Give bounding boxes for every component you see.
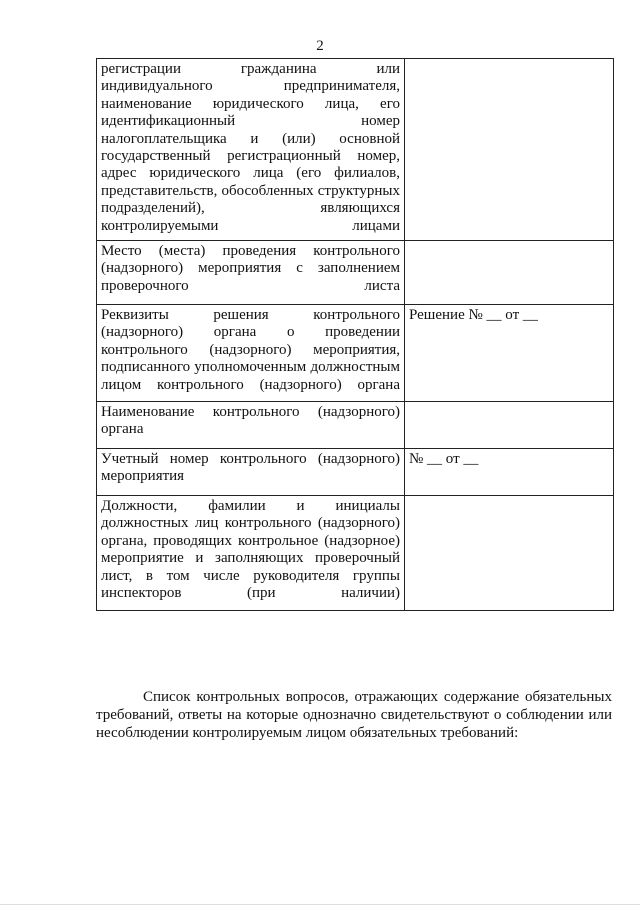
table-row-label: регистрации гражданина или индивидуального предпринимателя, наименование юридического лица, его идентификационный номер налогоплательщика и (или) основной государственный регистрационный номер, адрес юридического лица (его филиалов, представительств, обособленных структурных подразделений), являющихся контролируемыми лицами xyxy=(97,59,405,241)
table-row xyxy=(97,496,614,611)
table-row xyxy=(97,241,614,305)
checklist-details-table xyxy=(96,58,614,611)
table-row-value xyxy=(405,241,614,305)
table-row-label: Должности, фамилии и инициалы должностных лиц контрольного (надзорного) органа, проводящих контрольное (надзорное) мероприятие и заполняющих проверочный лист, в том числе руководителя группы инспекторов (при наличии) xyxy=(97,496,405,611)
table-row xyxy=(97,59,614,241)
table-row-value: № __ от __ xyxy=(405,449,614,496)
table-row-label: Наименование контрольного (надзорного) органа xyxy=(97,402,405,449)
page-number: 2 xyxy=(316,38,324,54)
table-row-value xyxy=(405,59,614,241)
table-row xyxy=(97,402,614,449)
table-row xyxy=(97,449,614,496)
table-row-label: Реквизиты решения контрольного (надзорного) органа о проведении контрольного (надзорного) мероприятия, подписанного уполномоченным должностным лицом контрольного (надзорного) органа xyxy=(97,305,405,402)
table-row-value: Решение № __ от __ xyxy=(405,305,614,402)
checklist-intro-paragraph: Список контрольных вопросов, отражающих содержание обязательных требований, ответы на которые однозначно свидетельствуют о соблюдении или несоблюдении контролируемым лицом обязательных требований: xyxy=(96,689,612,741)
table-row-label: Учетный номер контрольного (надзорного) мероприятия xyxy=(97,449,405,496)
table-row-value xyxy=(405,402,614,449)
table-row-label: Место (места) проведения контрольного (надзорного) мероприятия с заполнением проверочного листа xyxy=(97,241,405,305)
table-row-value xyxy=(405,496,614,611)
table-row xyxy=(97,305,614,402)
